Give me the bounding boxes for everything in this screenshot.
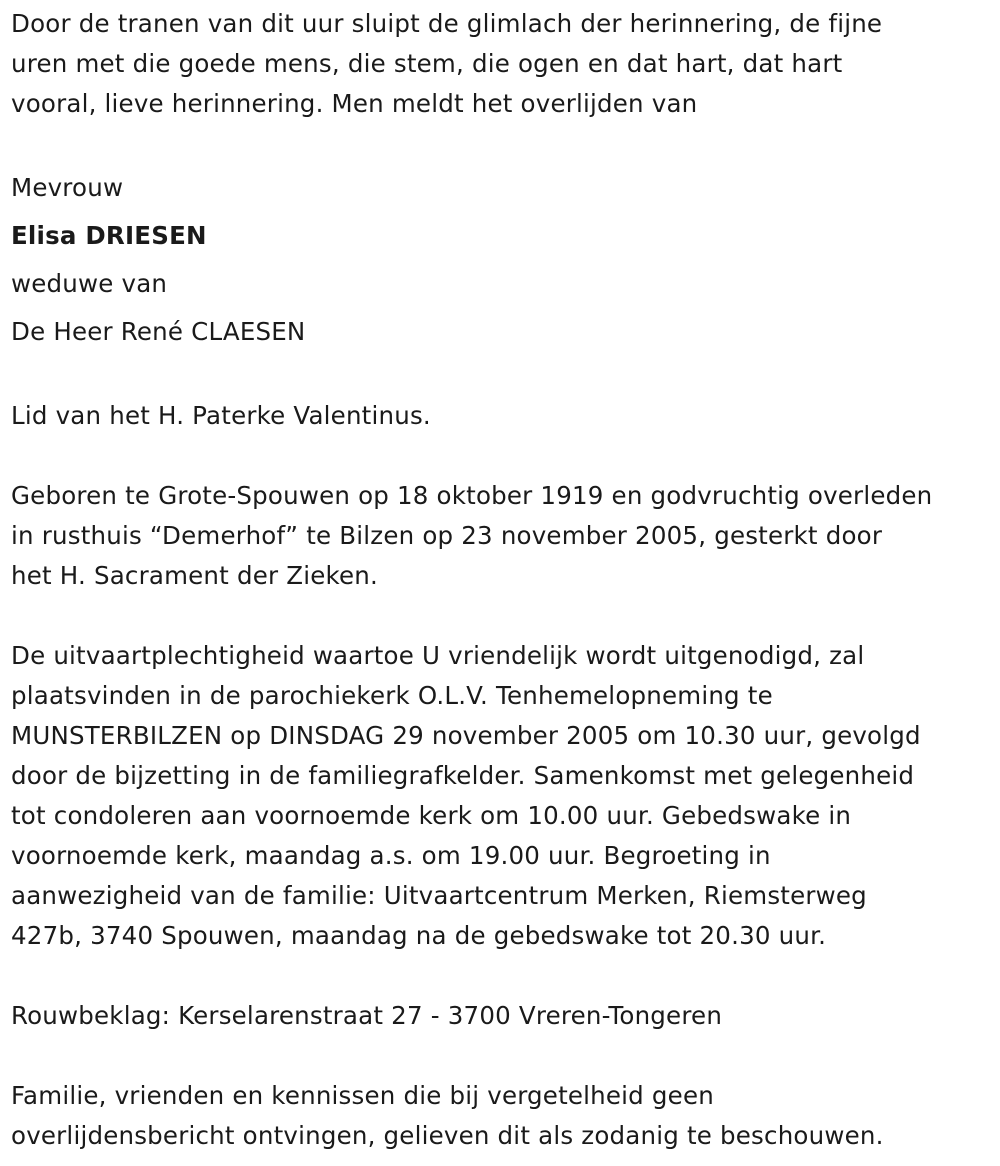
closing-line: Familie, vrienden en kennissen die bij vergetelheid geen — [11, 1081, 714, 1110]
deceased-relation: weduwe van — [11, 269, 168, 298]
condolence-address-line: Rouwbeklag: Kerselarenstraat 27 - 3700 Vreren-Tongeren — [11, 1001, 723, 1030]
funeral-paragraph — [11, 636, 996, 956]
closing-line: overlijdensbericht ontvingen, gelieven dit als zodanig te beschouwen. — [11, 1121, 884, 1150]
spouse-name: De Heer René CLAESEN — [11, 317, 306, 346]
intro-line: Door de tranen van dit uur sluipt de glimlach der herinnering, de fijne — [11, 9, 883, 38]
intro-line: vooral, lieve herinnering. Men meldt het overlijden van — [11, 89, 698, 118]
funeral-line: tot condoleren aan voornoemde kerk om 10.00 uur. Gebedswake in — [11, 801, 852, 830]
funeral-line: voornoemde kerk, maandag a.s. om 19.00 uur. Begroeting in — [11, 841, 771, 870]
deceased-title: Mevrouw — [11, 173, 124, 202]
funeral-line: plaatsvinden in de parochiekerk O.L.V. Tenhemelopneming te — [11, 681, 773, 710]
membership-paragraph — [11, 396, 996, 436]
membership-line: Lid van het H. Paterke Valentinus. — [11, 401, 431, 430]
deceased-block — [11, 164, 996, 356]
condolence-address-paragraph — [11, 996, 996, 1036]
birth-death-line: in rusthuis “Demerhof” te Bilzen op 23 november 2005, gesterkt door — [11, 521, 883, 550]
intro-line: uren met die goede mens, die stem, die ogen en dat hart, dat hart — [11, 49, 843, 78]
deceased-name: Elisa DRIESEN — [11, 221, 207, 250]
funeral-line: MUNSTERBILZEN op DINSDAG 29 november 2005 om 10.30 uur, gevolgd — [11, 721, 921, 750]
funeral-line: aanwezigheid van de familie: Uitvaartcentrum Merken, Riemsterweg — [11, 881, 867, 910]
funeral-line: De uitvaartplechtigheid waartoe U vriendelijk wordt uitgenodigd, zal — [11, 641, 865, 670]
funeral-line: door de bijzetting in de familiegrafkelder. Samenkomst met gelegenheid — [11, 761, 915, 790]
birth-death-line: het H. Sacrament der Zieken. — [11, 561, 378, 590]
obituary-document — [11, 4, 996, 1156]
funeral-line: 427b, 3740 Spouwen, maandag na de gebedswake tot 20.30 uur. — [11, 921, 827, 950]
birth-death-line: Geboren te Grote-Spouwen op 18 oktober 1919 en godvruchtig overleden — [11, 481, 933, 510]
closing-paragraph — [11, 1076, 996, 1156]
intro-paragraph — [11, 4, 996, 124]
birth-death-paragraph — [11, 476, 996, 596]
